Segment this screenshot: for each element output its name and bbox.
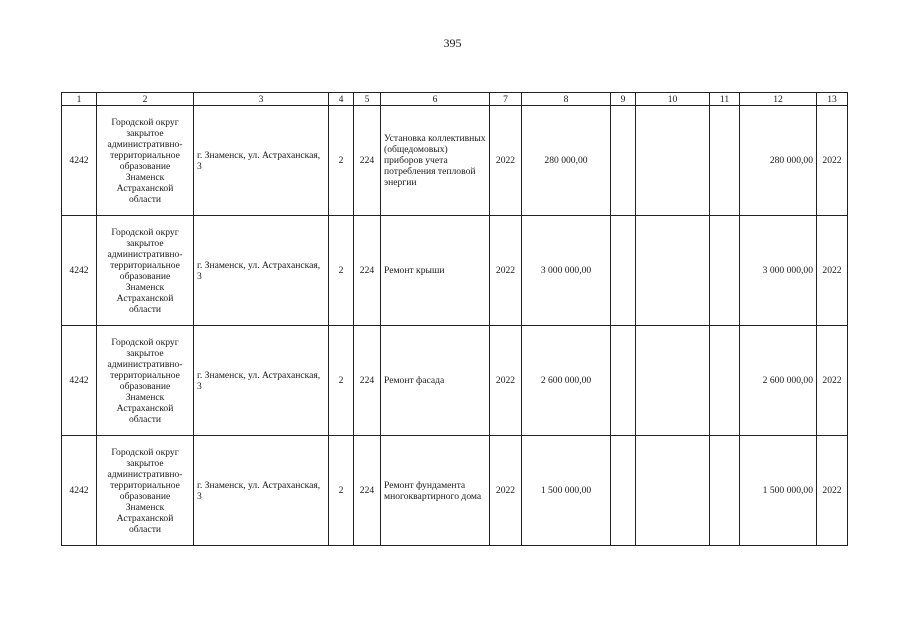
col5-cell: 224 <box>354 106 381 216</box>
municipality-cell: Городской округ закрытое административно-территориальное образование Знаменск Астраханской области <box>97 106 194 216</box>
total-cost-cell: 2 600 000,00 <box>740 326 817 436</box>
column-number: 13 <box>817 93 848 106</box>
address-cell: г. Знаменск, ул. Астраханская, 3 <box>194 326 329 436</box>
column-number: 7 <box>490 93 522 106</box>
capital-repair-table <box>61 92 848 546</box>
end-year-cell: 2022 <box>817 106 848 216</box>
column-number: 2 <box>97 93 194 106</box>
work-type-cell: Ремонт крыши <box>381 216 490 326</box>
table-row <box>62 326 848 436</box>
column-number: 1 <box>62 93 97 106</box>
col5-cell: 224 <box>354 216 381 326</box>
row-code: 4242 <box>62 106 97 216</box>
table-row <box>62 436 848 546</box>
cost-cell: 280 000,00 <box>522 106 611 216</box>
work-type-cell: Ремонт фасада <box>381 326 490 436</box>
col4-cell: 2 <box>329 326 354 436</box>
col4-cell: 2 <box>329 216 354 326</box>
column-number: 3 <box>194 93 329 106</box>
col11-cell <box>710 436 740 546</box>
column-number: 4 <box>329 93 354 106</box>
table-row <box>62 216 848 326</box>
col11-cell <box>710 326 740 436</box>
col4-cell: 2 <box>329 106 354 216</box>
page-number: 395 <box>443 36 462 50</box>
col9-cell <box>611 436 636 546</box>
municipality-cell: Городской округ закрытое административно-территориальное образование Знаменск Астраханской области <box>97 326 194 436</box>
municipality-cell: Городской округ закрытое административно-территориальное образование Знаменск Астраханской области <box>97 436 194 546</box>
col11-cell <box>710 216 740 326</box>
column-number: 8 <box>522 93 611 106</box>
col11-cell <box>710 106 740 216</box>
column-number-row <box>62 93 848 106</box>
end-year-cell: 2022 <box>817 326 848 436</box>
total-cost-cell: 280 000,00 <box>740 106 817 216</box>
municipality-cell: Городской округ закрытое административно-территориальное образование Знаменск Астраханской области <box>97 216 194 326</box>
col9-cell <box>611 216 636 326</box>
col5-cell: 224 <box>354 326 381 436</box>
address-cell: г. Знаменск, ул. Астраханская, 3 <box>194 216 329 326</box>
col10-cell <box>636 106 710 216</box>
row-code: 4242 <box>62 436 97 546</box>
col9-cell <box>611 106 636 216</box>
column-number: 12 <box>740 93 817 106</box>
year-cell: 2022 <box>490 216 522 326</box>
year-cell: 2022 <box>490 436 522 546</box>
address-cell: г. Знаменск, ул. Астраханская, 3 <box>194 106 329 216</box>
column-number: 6 <box>381 93 490 106</box>
col5-cell: 224 <box>354 436 381 546</box>
total-cost-cell: 1 500 000,00 <box>740 436 817 546</box>
total-cost-cell: 3 000 000,00 <box>740 216 817 326</box>
col10-cell <box>636 436 710 546</box>
year-cell: 2022 <box>490 106 522 216</box>
row-code: 4242 <box>62 326 97 436</box>
row-code: 4242 <box>62 216 97 326</box>
address-cell: г. Знаменск, ул. Астраханская, 3 <box>194 436 329 546</box>
year-cell: 2022 <box>490 326 522 436</box>
work-type-cell: Установка коллективных (общедомовых) приборов учета потребления тепловой энергии <box>381 106 490 216</box>
col4-cell: 2 <box>329 436 354 546</box>
column-number: 10 <box>636 93 710 106</box>
cost-cell: 2 600 000,00 <box>522 326 611 436</box>
column-number: 11 <box>710 93 740 106</box>
cost-cell: 1 500 000,00 <box>522 436 611 546</box>
end-year-cell: 2022 <box>817 216 848 326</box>
cost-cell: 3 000 000,00 <box>522 216 611 326</box>
col10-cell <box>636 216 710 326</box>
column-number: 5 <box>354 93 381 106</box>
col9-cell <box>611 326 636 436</box>
table-row <box>62 106 848 216</box>
end-year-cell: 2022 <box>817 436 848 546</box>
col10-cell <box>636 326 710 436</box>
work-type-cell: Ремонт фундамента многоквартирного дома <box>381 436 490 546</box>
column-number: 9 <box>611 93 636 106</box>
